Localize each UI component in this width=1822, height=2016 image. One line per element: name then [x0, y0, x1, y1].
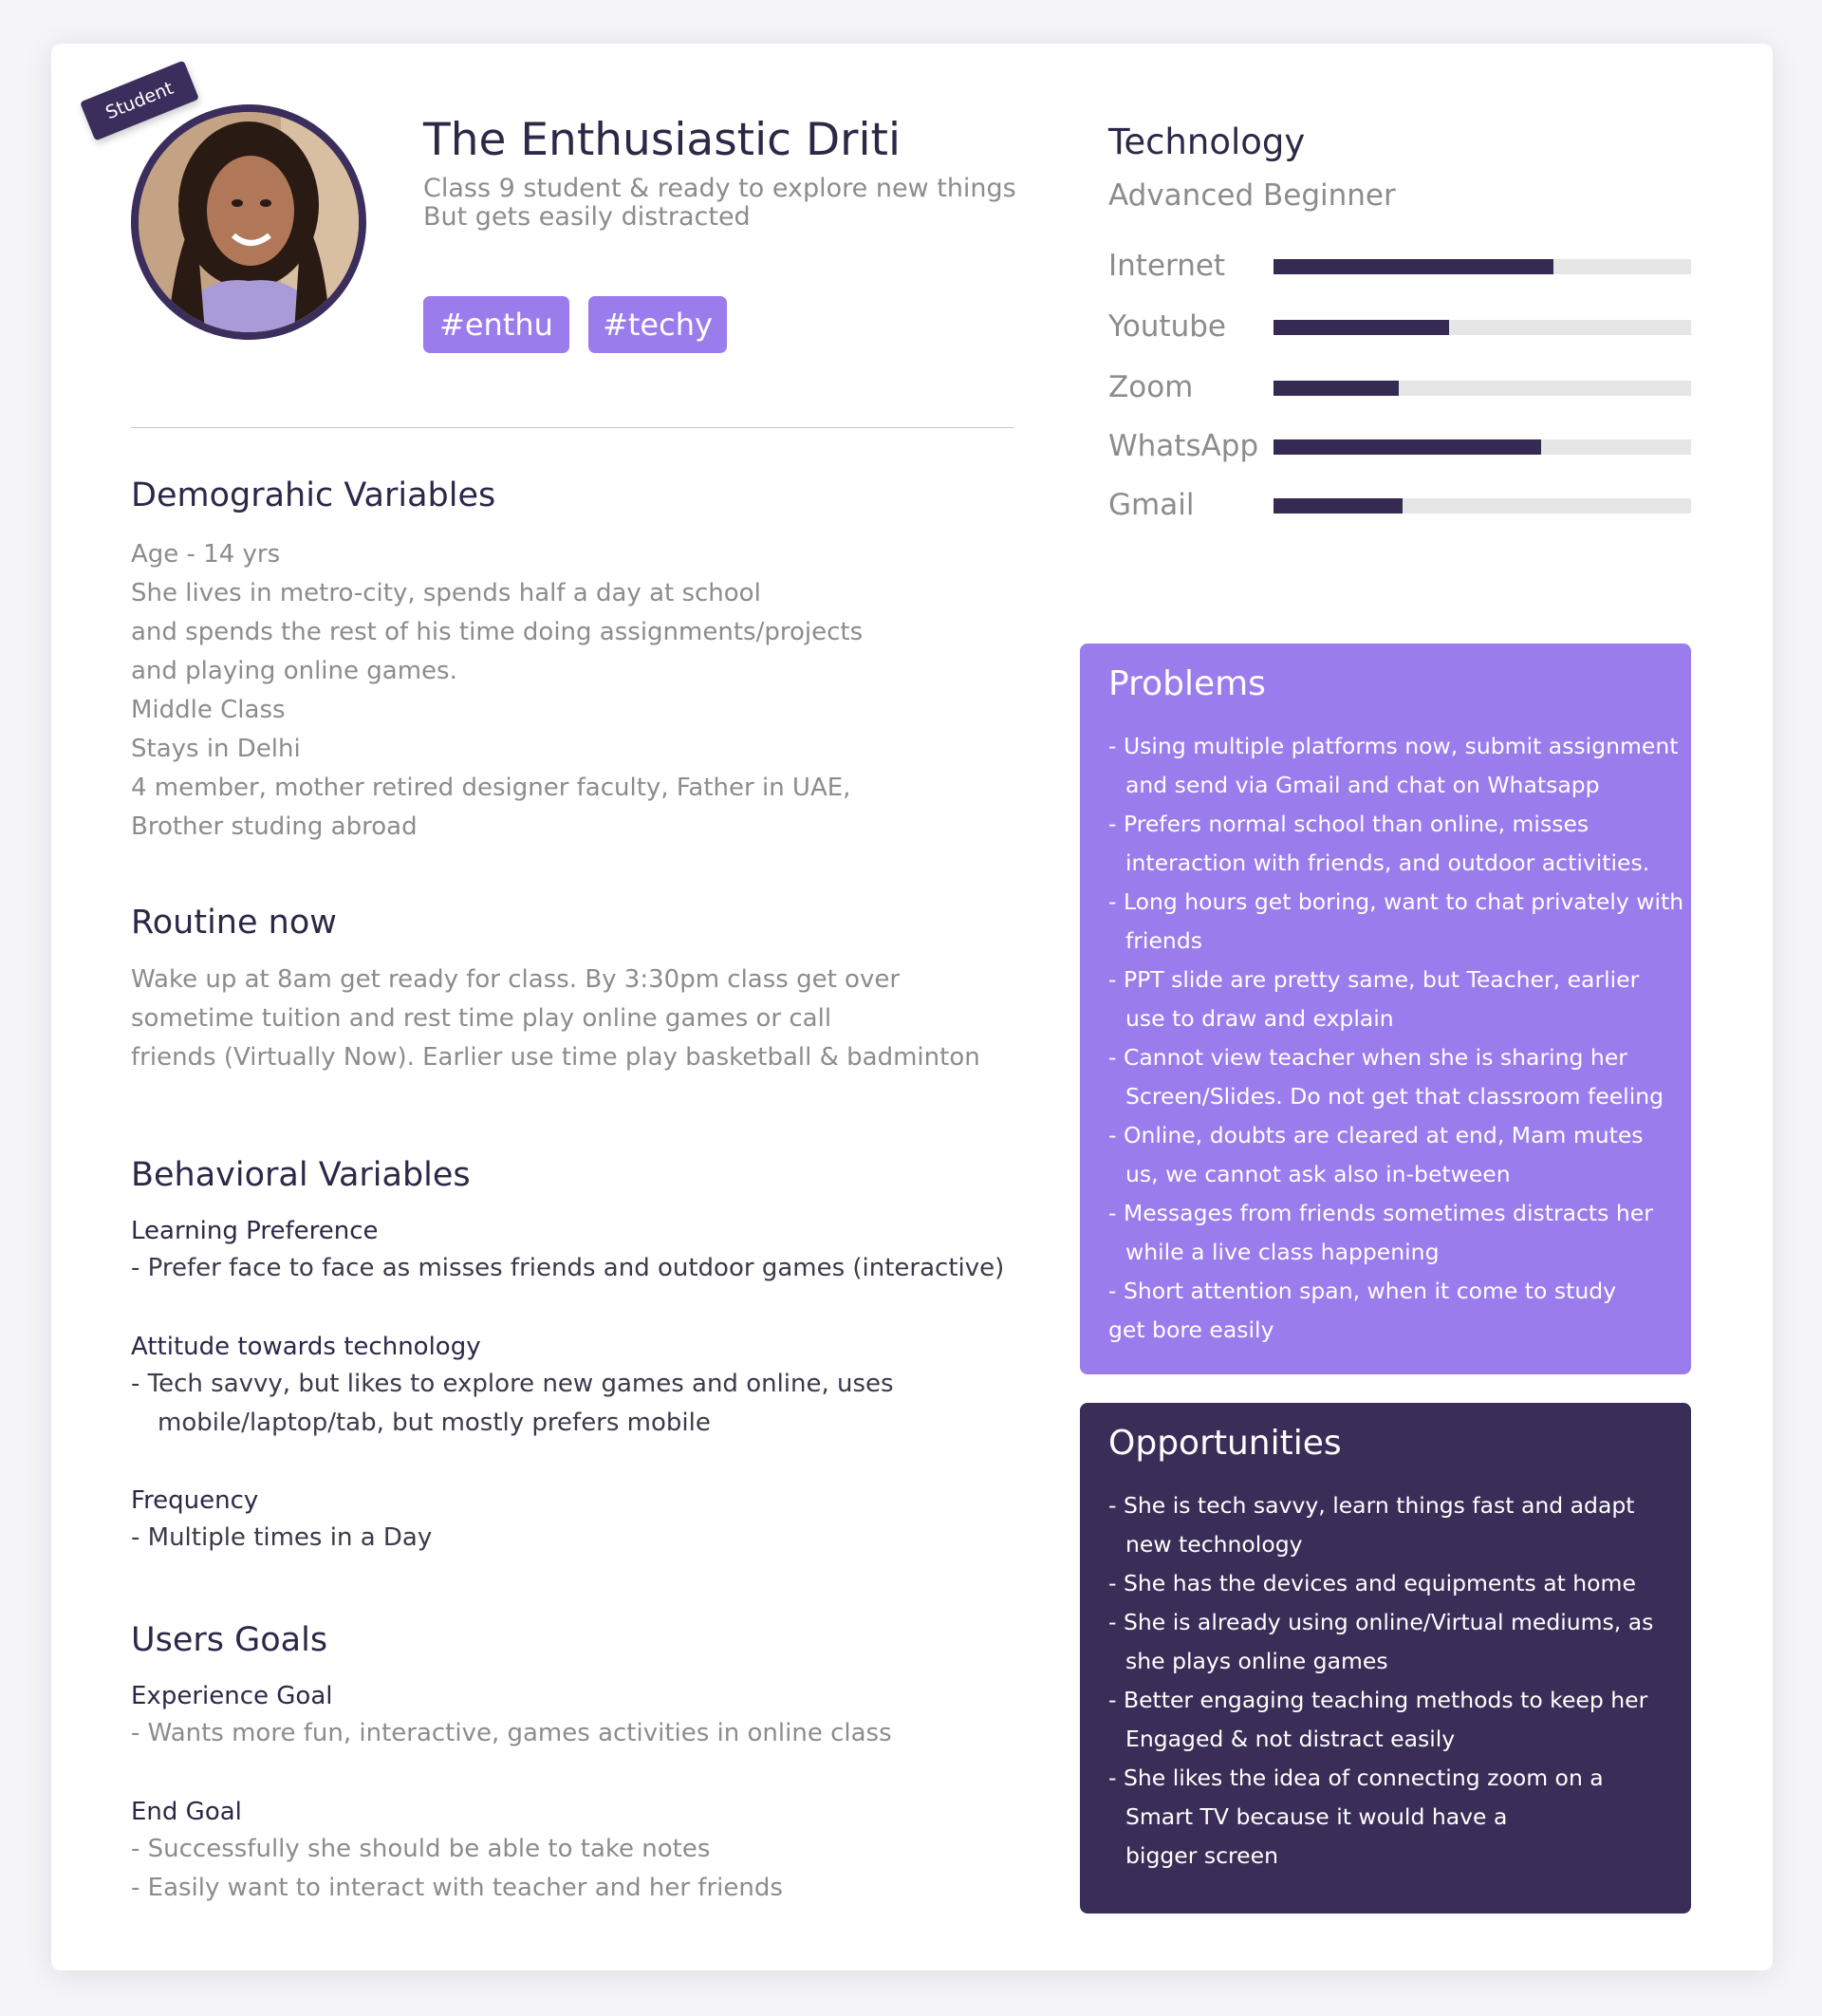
text-line: Age - 14 yrs — [131, 540, 281, 569]
persona-name: The Enthusiastic Driti — [423, 114, 902, 166]
list-item: - She is already using online/Virtual mediums, as — [1108, 1609, 1654, 1635]
list-item: new technology — [1125, 1531, 1303, 1558]
list-item: - Short attention span, when it come to study — [1108, 1278, 1617, 1304]
tech-row-whatsapp — [1108, 427, 1693, 465]
goals-title: Users Goals — [131, 1621, 328, 1659]
text-line: sometime tuition and rest time play online games or call — [131, 1004, 832, 1033]
section-divider — [131, 427, 1013, 428]
list-item: get bore easily — [1108, 1316, 1274, 1343]
list-item: us, we cannot ask also in-between — [1125, 1161, 1511, 1187]
text-line: - Easily want to interact with teacher and her friends — [131, 1874, 783, 1902]
problems-title: Problems — [1108, 664, 1266, 703]
demographic-text — [131, 535, 863, 847]
text-line: 4 member, mother retired designer faculty, Father in UAE, — [131, 774, 851, 802]
list-item: interaction with friends, and outdoor activities. — [1125, 849, 1650, 876]
avatar — [131, 104, 366, 340]
routine-text — [131, 961, 980, 1077]
demographic-title: Demograhic Variables — [131, 476, 496, 514]
text-line: She lives in metro-city, spends half a day at school — [131, 579, 761, 607]
tech-bar-fill — [1274, 498, 1403, 513]
technology-title: Technology — [1108, 121, 1306, 162]
tech-label: Youtube — [1108, 309, 1226, 344]
tech-row-youtube — [1108, 308, 1693, 345]
list-item: - Using multiple platforms now, submit assignment — [1108, 733, 1679, 759]
technology-level: Advanced Beginner — [1108, 178, 1396, 213]
list-item: - She is tech savvy, learn things fast and adapt — [1108, 1492, 1635, 1519]
subtitle-line: But gets easily distracted — [423, 202, 751, 232]
tech-bar-fill — [1274, 439, 1541, 455]
experience-goal-label: Experience Goal — [131, 1682, 333, 1710]
text-line: - Successfully she should be able to take notes — [131, 1835, 711, 1863]
tech-label: WhatsApp — [1108, 429, 1259, 463]
list-item: - Online, doubts are cleared at end, Mam mutes — [1108, 1122, 1644, 1148]
tag-chip-techy: #techy — [588, 296, 727, 353]
list-item: - Long hours get boring, want to chat privately with — [1108, 888, 1684, 915]
tech-bar-track — [1274, 439, 1691, 455]
experience-goal-text: - Wants more fun, interactive, games activities in online class — [131, 1719, 892, 1747]
text-line: Middle Class — [131, 696, 286, 724]
tech-bar-track — [1274, 498, 1691, 513]
frequency-text: - Multiple times in a Day — [131, 1523, 433, 1552]
opportunities-panel — [1080, 1403, 1691, 1913]
list-item: while a live class happening — [1125, 1239, 1440, 1265]
behavioral-title: Behavioral Variables — [131, 1156, 471, 1194]
list-item: - Messages from friends sometimes distracts her — [1108, 1200, 1653, 1226]
list-item: - Prefers normal school than online, misses — [1108, 811, 1590, 837]
end-goal-text — [131, 1830, 783, 1908]
list-item: Smart TV because it would have a — [1125, 1803, 1508, 1830]
list-item: Engaged & not distract easily — [1125, 1726, 1456, 1752]
tech-label: Gmail — [1108, 488, 1195, 522]
text-line: and playing online games. — [131, 657, 457, 685]
list-item: use to draw and explain — [1125, 1005, 1394, 1032]
list-item: and send via Gmail and chat on Whatsapp — [1125, 772, 1600, 798]
text-line: Brother studing abroad — [131, 812, 418, 841]
list-item: - She has the devices and equipments at home — [1108, 1570, 1636, 1596]
text-line: and spends the rest of his time doing assignments/projects — [131, 618, 864, 646]
list-item: Screen/Slides. Do not get that classroom feeling — [1125, 1083, 1664, 1110]
end-goal-label: End Goal — [131, 1798, 242, 1826]
opportunities-list — [1108, 1486, 1653, 1876]
tech-row-gmail — [1108, 486, 1693, 524]
subtitle-line: Class 9 student & ready to explore new things — [423, 174, 1016, 203]
text-line: friends (Virtually Now). Earlier use time play basketball & badminton — [131, 1043, 980, 1072]
tech-bar-fill — [1274, 320, 1449, 335]
routine-title: Routine now — [131, 904, 337, 942]
tech-bar-track — [1274, 259, 1691, 274]
list-item: friends — [1125, 927, 1202, 954]
text-line: mobile/laptop/tab, but mostly prefers mobile — [158, 1409, 711, 1437]
tag-chip-enthu: #enthu — [423, 296, 569, 353]
list-item: - Cannot view teacher when she is sharing her — [1108, 1044, 1627, 1071]
list-item: - PPT slide are pretty same, but Teacher, earlier — [1108, 966, 1640, 993]
tech-label: Internet — [1108, 249, 1226, 283]
list-item: bigger screen — [1125, 1842, 1278, 1869]
tech-bar-track — [1274, 381, 1691, 396]
persona-subtitle — [423, 175, 1016, 232]
text-line: - Tech savvy, but likes to explore new games and online, uses — [131, 1370, 894, 1398]
tech-row-zoom — [1108, 368, 1693, 406]
opportunities-title: Opportunities — [1108, 1424, 1342, 1463]
persona-card — [51, 44, 1773, 1970]
student-badge: Student — [80, 61, 199, 141]
tech-row-internet — [1108, 247, 1693, 285]
tech-bar-fill — [1274, 381, 1399, 396]
problems-list — [1108, 727, 1683, 1350]
tech-bar-track — [1274, 320, 1691, 335]
attitude-text — [131, 1365, 894, 1443]
text-line: Wake up at 8am get ready for class. By 3:30pm class get over — [131, 965, 901, 994]
text-line: Stays in Delhi — [131, 735, 301, 763]
list-item: she plays online games — [1125, 1648, 1388, 1674]
learning-preference-label: Learning Preference — [131, 1217, 379, 1245]
attitude-label: Attitude towards technology — [131, 1333, 481, 1361]
problems-panel — [1080, 644, 1691, 1374]
tech-bar-fill — [1274, 259, 1553, 274]
list-item: - She likes the idea of connecting zoom on a — [1108, 1764, 1604, 1791]
avatar-photo-icon — [139, 112, 359, 332]
list-item: - Better engaging teaching methods to keep her — [1108, 1687, 1648, 1713]
frequency-label: Frequency — [131, 1486, 259, 1515]
tech-label: Zoom — [1108, 370, 1194, 404]
learning-preference-text: - Prefer face to face as misses friends and outdoor games (interactive) — [131, 1254, 1005, 1282]
